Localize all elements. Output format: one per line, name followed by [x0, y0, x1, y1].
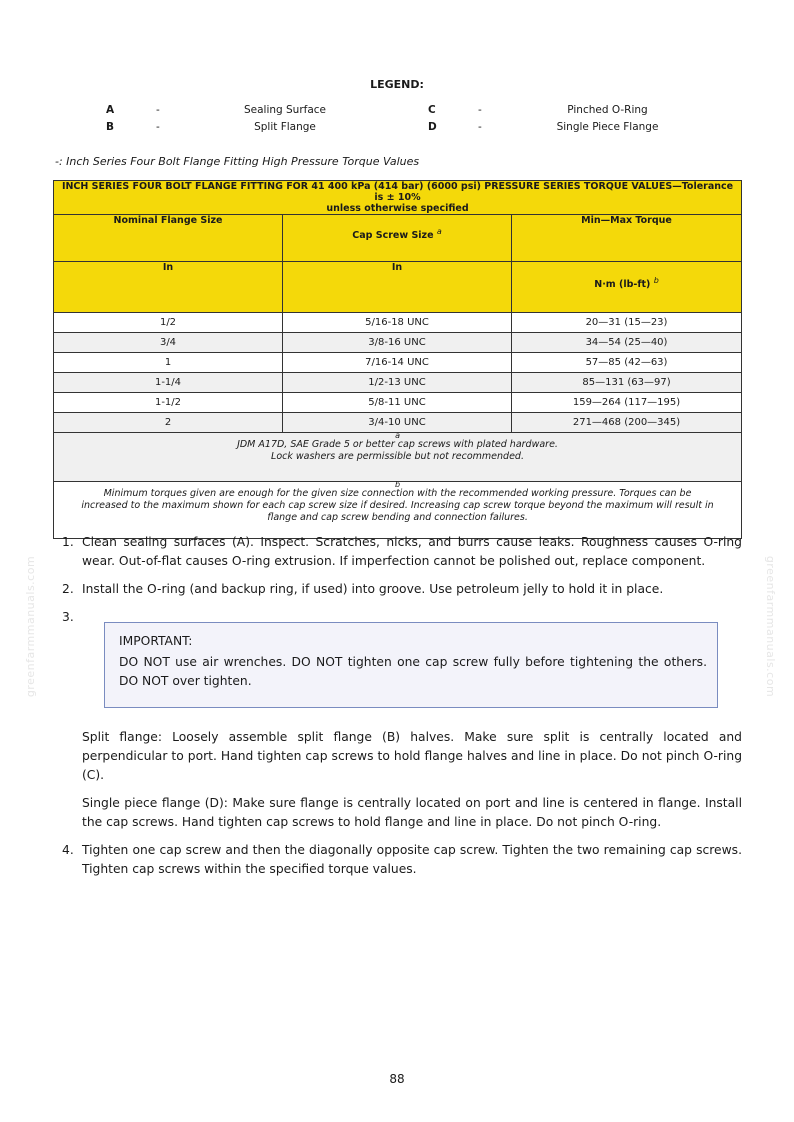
step-text: Tighten one cap screw and then the diagonally opposite cap screw. Tighten the two remaining cap screws. Tighten cap screws within the specified torque values. — [82, 843, 742, 876]
table-title-line1: INCH SERIES FOUR BOLT FLANGE FITTING FOR 41 400 kPa (414 bar) (6000 psi) PRESSURE SERIES TORQUE VALUES—Tolerance is ± 10% — [61, 181, 734, 203]
footnote-a-marker: a — [395, 431, 400, 440]
table-note-row — [54, 433, 742, 482]
table-row — [54, 373, 742, 393]
cell-cap-screw: 1/2-13 UNC — [283, 373, 512, 393]
footnote-marker-b: b — [653, 276, 659, 285]
cell-flange-size: 3/4 — [54, 333, 283, 353]
step-4 — [62, 841, 742, 888]
important-text: DO NOT use air wrenches. DO NOT tighten one cap screw fully before tightening the others. DO NOT over tighten. — [119, 655, 707, 688]
footnote-marker-a: a — [436, 227, 442, 236]
watermark-right: greenfarmmanuals.com — [764, 555, 778, 698]
cell-flange-size: 1/2 — [54, 313, 283, 333]
cell-torque: 159—264 (117—195) — [512, 393, 742, 413]
footnote-a — [54, 433, 742, 482]
legend-title: LEGEND: — [370, 78, 424, 91]
legend-key: D — [428, 121, 437, 133]
cell-cap-screw: 3/4-10 UNC — [283, 413, 512, 433]
cell-cap-screw: 3/8-16 UNC — [283, 333, 512, 353]
cell-torque: 271—468 (200—345) — [512, 413, 742, 433]
header-cap-screw-size — [283, 215, 512, 262]
table-title-row — [54, 181, 742, 215]
page-number: 88 — [389, 1072, 405, 1086]
cell-flange-size: 2 — [54, 413, 283, 433]
legend-key: B — [106, 121, 115, 133]
table-row — [54, 333, 742, 353]
cell-torque: 34—54 (25—40) — [512, 333, 742, 353]
step-1 — [62, 533, 742, 571]
procedure-steps — [62, 533, 742, 624]
footnote-b — [54, 482, 742, 539]
torque-table — [53, 180, 742, 539]
legend-dash: - — [156, 121, 160, 133]
cell-torque: 85—131 (63—97) — [512, 373, 742, 393]
step-text: Install the O-ring (and backup ring, if used) into groove. Use petroleum jelly to hold it in place. — [82, 582, 664, 596]
unit-torque — [512, 262, 742, 313]
legend-row — [0, 121, 794, 138]
cell-cap-screw: 5/16-18 UNC — [283, 313, 512, 333]
legend — [0, 104, 794, 138]
legend-text: Split Flange — [254, 121, 316, 133]
important-title: IMPORTANT: — [119, 634, 193, 648]
unit-nominal: In — [54, 262, 283, 313]
table-row — [54, 413, 742, 433]
step-text: Clean sealing surfaces (A). Inspect. Scratches, nicks, and burrs cause leaks. Roughness causes O-ring wear. Out-of-flat causes O-ring extrusion. If imperfection cannot be polished out, replace component. — [82, 535, 742, 568]
table-row — [54, 313, 742, 333]
single-flange-paragraph: Single piece flange (D): Make sure flange is centrally located on port and line is centered in flange. Install the cap screws. Hand tighten cap screws to hold flange and line in place. Do not pinch O-ring. — [82, 796, 742, 829]
unit-cap-screw: In — [283, 262, 512, 313]
legend-text: Sealing Surface — [243, 104, 327, 116]
cell-flange-size: 1-1/2 — [54, 393, 283, 413]
legend-text: Pinched O-Ring — [567, 104, 648, 116]
step-number: 1. — [62, 535, 74, 549]
step-2 — [62, 580, 742, 599]
cell-torque: 57—85 (42—63) — [512, 353, 742, 373]
table-row — [54, 393, 742, 413]
table-header-row — [54, 215, 742, 262]
step-number: 2. — [62, 582, 74, 596]
footnote-b-line: Minimum torques given are enough for the given size connection with the recommended working pressure. Torques can be — [103, 488, 692, 499]
footnote-b-line: flange and cap screw bending and connection failures. — [267, 512, 528, 523]
unit-torque-label: N·m (lb-ft) — [594, 279, 651, 291]
table-note-row — [54, 482, 742, 539]
footnote-b-marker: b — [394, 480, 401, 489]
legend-key: C — [428, 104, 436, 116]
header-torque: Min—Max Torque — [512, 215, 742, 262]
step-4-body — [62, 841, 742, 879]
header-nominal-size: Nominal Flange Size — [54, 215, 283, 262]
step-number: 3. — [62, 610, 74, 624]
table-title — [54, 181, 742, 215]
cell-flange-size: 1-1/4 — [54, 373, 283, 393]
legend-dash: - — [156, 104, 160, 116]
important-notice — [104, 622, 718, 708]
footnote-a-line: JDM A17D, SAE Grade 5 or better cap screws with plated hardware. — [237, 439, 558, 450]
legend-dash: - — [478, 104, 482, 116]
watermark-left: greenfarmmanuals.com — [24, 555, 38, 698]
legend-text: Single Piece Flange — [556, 121, 659, 133]
legend-key: A — [106, 104, 115, 116]
table-units-row — [54, 262, 742, 313]
table-title-line2: unless otherwise specified — [326, 203, 469, 214]
step-number: 4. — [62, 843, 74, 857]
table-caption: -: Inch Series Four Bolt Flange Fitting High Pressure Torque Values — [55, 155, 420, 168]
cell-cap-screw: 7/16-14 UNC — [283, 353, 512, 373]
footnote-a-line: Lock washers are permissible but not recommended. — [271, 451, 524, 462]
header-cap-screw-label: Cap Screw Size — [352, 230, 434, 242]
table-row — [54, 353, 742, 373]
cell-flange-size: 1 — [54, 353, 283, 373]
legend-dash: - — [478, 121, 482, 133]
footnote-b-line: increased to the maximum shown for each cap screw size if desired. Increasing cap screw torque beyond the maximum will result in — [81, 500, 714, 511]
cell-torque: 20—31 (15—23) — [512, 313, 742, 333]
split-flange-paragraph: Split flange: Loosely assemble split flange (B) halves. Make sure split is centrally located and perpendicular to port. Hand tighten cap screws to hold flange halves and line in place. Do not pinch O-ring (C). — [82, 730, 742, 782]
cell-cap-screw: 5/8-11 UNC — [283, 393, 512, 413]
legend-row — [0, 104, 794, 121]
